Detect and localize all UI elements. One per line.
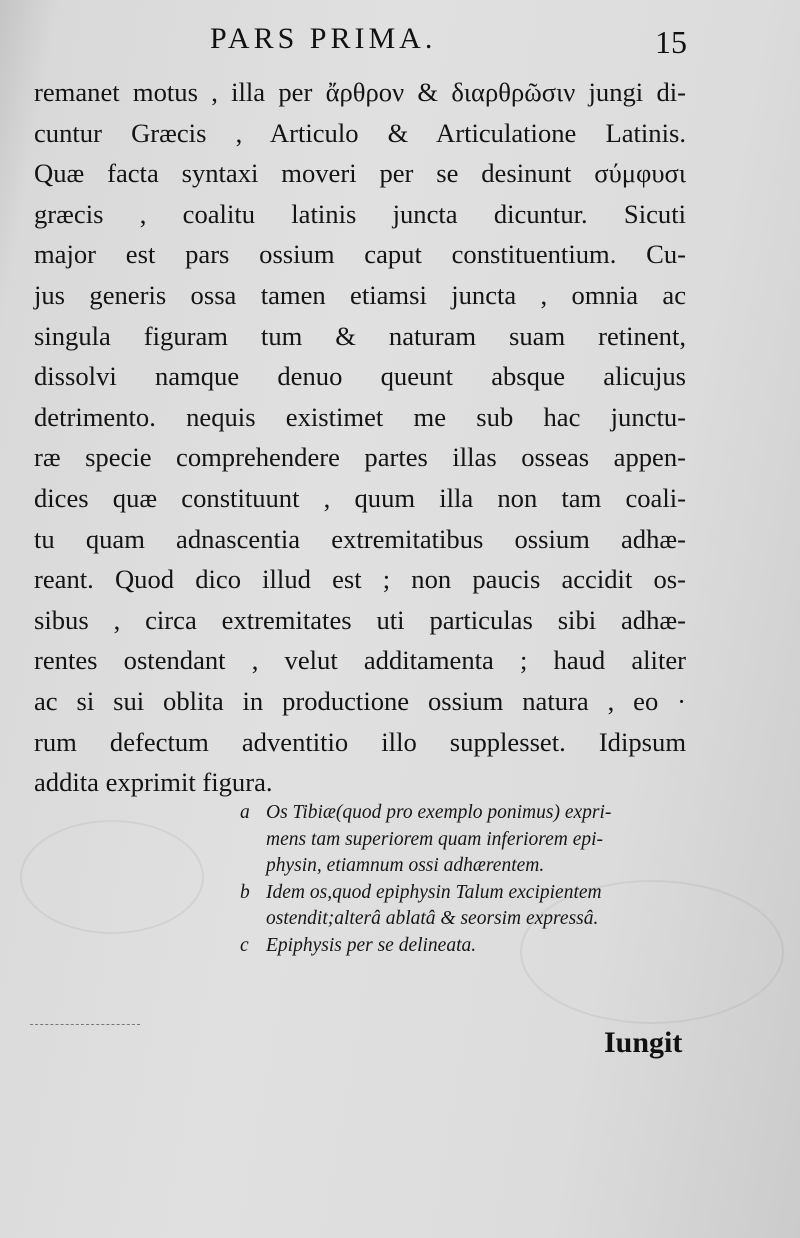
- text-line: ræ specie comprehendere partes illas osseas appen-: [34, 442, 686, 473]
- text-line: Quæ facta syntaxi moveri per se desinunt σύμφυσι: [34, 158, 686, 189]
- caption-letter: b: [240, 881, 250, 903]
- caption-line: physin, etiamnum ossi adhærentem.: [266, 855, 545, 876]
- text-line: addita exprimit figura.: [34, 767, 273, 798]
- text-line: major est pars ossium caput constituentium. Cu-: [34, 239, 686, 270]
- caption-line: mens tam superiorem quam inferiorem epi-: [266, 828, 604, 850]
- text-line: ac si sui oblita in productione ossium natura , eo ·: [34, 685, 686, 716]
- page-number: 15: [655, 24, 687, 60]
- caption-item: [240, 800, 700, 880]
- caption-item: [240, 933, 700, 960]
- bleed-through-shadow: [20, 820, 204, 934]
- text-line: cuntur Græcis , Articulo & Articulatione Latinis.: [34, 117, 686, 148]
- caption-line: ostendit;alterâ ablatâ & seorsim expressâ.: [266, 908, 599, 929]
- text-line: rum defectum adventitio illo supplesset. Idipsum: [34, 726, 686, 757]
- caption-item: [240, 880, 700, 933]
- text-line: reant. Quod dico illud est ; non paucis accidit os-: [34, 564, 686, 595]
- caption-line: Idem os,quod epiphysin Talum excipientem: [266, 881, 602, 903]
- caption-letter: a: [240, 802, 250, 823]
- text-line: dissolvi namque denuo queunt absque alicujus: [34, 361, 686, 392]
- caption-letter: c: [240, 934, 249, 956]
- caption-line: Os Tibiæ(quod pro exemplo ponimus) expri-: [266, 802, 612, 823]
- text-line: græcis , coalitu latinis juncta dicuntur. Sicuti: [34, 198, 686, 229]
- running-title: PARS PRIMA.: [210, 22, 437, 55]
- caption-line: Epiphysis per se delineata.: [266, 934, 477, 956]
- figure-captions: [240, 800, 700, 959]
- text-line: jus generis ossa tamen etiamsi juncta , omnia ac: [34, 279, 686, 310]
- catchword: Iungit: [604, 1026, 683, 1059]
- text-line: tu quam adnascentia extremitatibus ossium adhæ-: [34, 523, 686, 554]
- text-line: dices quæ constituunt , quum illa non tam coali-: [34, 482, 686, 513]
- text-line: sibus , circa extremitates uti particulas sibi adhæ-: [34, 604, 686, 635]
- text-line: remanet motus , illa per ἄρθρον & διαρθρῶσιν jungi di-: [34, 77, 686, 107]
- divider-rule: [30, 1024, 140, 1025]
- text-line: rentes ostendant , velut additamenta ; haud aliter: [34, 645, 686, 676]
- main-text-block: [34, 72, 686, 803]
- text-line: singula figuram tum & naturam suam retinent,: [34, 320, 686, 351]
- text-line: detrimento. nequis existimet me sub hac junctu-: [34, 401, 686, 432]
